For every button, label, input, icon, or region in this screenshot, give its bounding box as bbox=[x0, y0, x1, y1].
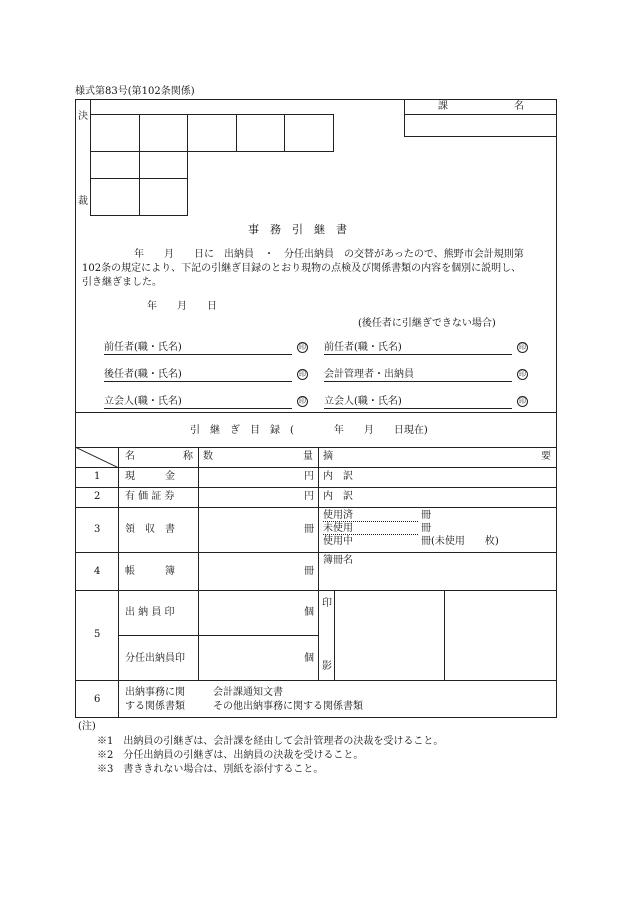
approval-cell bbox=[139, 178, 188, 216]
vline bbox=[318, 447, 319, 680]
receipt-in-use-label: 使用中 bbox=[323, 536, 353, 547]
row-name: 分任出納員印 bbox=[125, 653, 185, 664]
hline bbox=[75, 467, 557, 468]
dept-box bbox=[404, 99, 557, 137]
vline bbox=[444, 590, 445, 680]
signature-successor-label: 後任者(職・氏名) bbox=[104, 369, 182, 380]
row-unit: 冊 bbox=[304, 524, 314, 535]
row-detail: 内 訳 bbox=[323, 491, 353, 502]
row-detail: 簿冊名 bbox=[323, 555, 353, 566]
signature-previous-line-2 bbox=[324, 342, 512, 355]
approval-sai: 裁 bbox=[78, 196, 88, 207]
row6-detail-2: その他出納事務に関する関係書類 bbox=[213, 701, 363, 712]
document-title: 事 務 引 継 書 bbox=[248, 223, 347, 236]
signature-previous-line bbox=[104, 342, 292, 355]
seal-impression-label-2: 影 bbox=[322, 661, 332, 672]
row-detail: 内 訳 bbox=[323, 471, 353, 482]
approval-cell bbox=[139, 151, 188, 179]
signature-accountant-line bbox=[324, 369, 512, 382]
seal-mark: 印 bbox=[299, 370, 306, 378]
note-3: ※3 書ききれない場合は、別紙を添付すること。 bbox=[97, 764, 324, 775]
signature-witness-label: 立会人(職・氏名) bbox=[104, 396, 182, 407]
approval-cell bbox=[284, 114, 334, 152]
row6-detail-1: 会計課通知文書 bbox=[213, 687, 283, 698]
receipt-unused-label: 未使用 bbox=[323, 523, 353, 534]
row-name: 有 価 証 券 bbox=[125, 491, 175, 502]
hline bbox=[118, 635, 318, 636]
signature-previous-label: 前任者(職・氏名) bbox=[104, 342, 182, 353]
notes-title: (注) bbox=[78, 721, 96, 732]
receipt-unused-line bbox=[323, 523, 418, 535]
approval-cell bbox=[90, 151, 140, 179]
seal-mark: 印 bbox=[299, 343, 306, 351]
approval-cell bbox=[90, 178, 140, 216]
receipt-used-line bbox=[323, 510, 418, 522]
hline bbox=[75, 590, 557, 591]
approval-ketsu: 決 bbox=[78, 111, 88, 122]
receipt-used-label: 使用済 bbox=[323, 510, 353, 521]
inventory-title: 引 継 ぎ 目 録 ( 年 月 日現在) bbox=[190, 425, 428, 436]
note-1: ※1 出納員の引継ぎは、会計課を経由して会計管理者の決裁を受けること。 bbox=[97, 736, 444, 747]
vline bbox=[198, 447, 199, 680]
note-2: ※2 分任出納員の引継ぎは、出納員の決裁を受けること。 bbox=[97, 750, 364, 761]
body-line-2: 102条の規定により、下記の引継ぎ目録のとおり現物の点検及び関係書類の内容を個別に説明し、 bbox=[82, 263, 522, 274]
form-number: 様式第83号(第102条関係) bbox=[75, 86, 195, 97]
signature-previous-label-2: 前任者(職・氏名) bbox=[324, 342, 402, 353]
row6-name-2: する関係書類 bbox=[125, 701, 185, 712]
note-cannot-transfer: (後任者に引継ぎできない場合) bbox=[358, 318, 496, 329]
row-unit: 円 bbox=[304, 471, 314, 482]
row-number: 1 bbox=[94, 471, 101, 482]
receipt-used-unit: 冊 bbox=[421, 510, 431, 521]
approval-cell bbox=[236, 114, 285, 152]
header-qty-1: 数 bbox=[203, 451, 213, 462]
row-number: 3 bbox=[94, 524, 101, 535]
signature-witness-line bbox=[104, 396, 292, 409]
row-number: 4 bbox=[94, 566, 101, 577]
row-number: 5 bbox=[94, 629, 101, 640]
approval-cell bbox=[187, 114, 237, 152]
row-name: 現 金 bbox=[125, 471, 175, 482]
row-unit: 冊 bbox=[304, 566, 314, 577]
dept-mei: 名 bbox=[514, 101, 524, 112]
hline bbox=[75, 412, 557, 413]
receipt-unused-unit: 冊 bbox=[421, 523, 431, 534]
hline bbox=[75, 487, 557, 488]
header-tekiyo-1: 摘 bbox=[323, 451, 333, 462]
dept-divider bbox=[404, 114, 557, 115]
body-line-1: 年 月 日に 出納員 ・ 分任出納員 の交替があったので、熊野市会計規則第 bbox=[134, 249, 524, 260]
vline bbox=[334, 590, 335, 680]
hline bbox=[75, 507, 557, 508]
approval-cell bbox=[139, 114, 188, 152]
header-tekiyo-2: 要 bbox=[541, 451, 551, 462]
body-line-3: 引き継ぎました。 bbox=[82, 277, 162, 288]
row-unit: 個 bbox=[304, 607, 314, 618]
signature-witness-label-2: 立会人(職・氏名) bbox=[324, 396, 402, 407]
hline bbox=[75, 552, 557, 553]
row-unit: 個 bbox=[304, 653, 314, 664]
approval-cell bbox=[90, 114, 140, 152]
date-line: 年 月 日 bbox=[147, 301, 217, 312]
signature-witness-line-2 bbox=[324, 396, 512, 409]
signature-successor-line bbox=[104, 369, 292, 382]
seal-mark: 印 bbox=[519, 343, 526, 351]
signature-accountant-label: 会計管理者・出納員 bbox=[324, 369, 414, 380]
seal-mark: 印 bbox=[299, 397, 306, 405]
seal-mark: 印 bbox=[519, 397, 526, 405]
row-number: 6 bbox=[94, 694, 101, 705]
seal-impression-label-1: 印 bbox=[322, 598, 332, 609]
dept-ka: 課 bbox=[438, 101, 448, 112]
hline bbox=[75, 447, 557, 448]
row-name: 帳 簿 bbox=[125, 566, 175, 577]
row-number: 2 bbox=[94, 491, 101, 502]
row-unit: 円 bbox=[304, 491, 314, 502]
header-name-1: 名 bbox=[125, 451, 135, 462]
receipt-in-use-unit: 冊(未使用 枚) bbox=[421, 536, 499, 547]
vline bbox=[118, 447, 119, 718]
hline bbox=[75, 680, 557, 681]
row-name: 出 納 員 印 bbox=[125, 607, 175, 618]
row-name: 領 収 書 bbox=[125, 524, 175, 535]
seal-mark: 印 bbox=[519, 370, 526, 378]
row6-name-1: 出納事務に関 bbox=[125, 687, 185, 698]
diagonal-header-cell bbox=[75, 447, 119, 468]
header-name-2: 称 bbox=[183, 451, 193, 462]
header-qty-2: 量 bbox=[303, 451, 313, 462]
